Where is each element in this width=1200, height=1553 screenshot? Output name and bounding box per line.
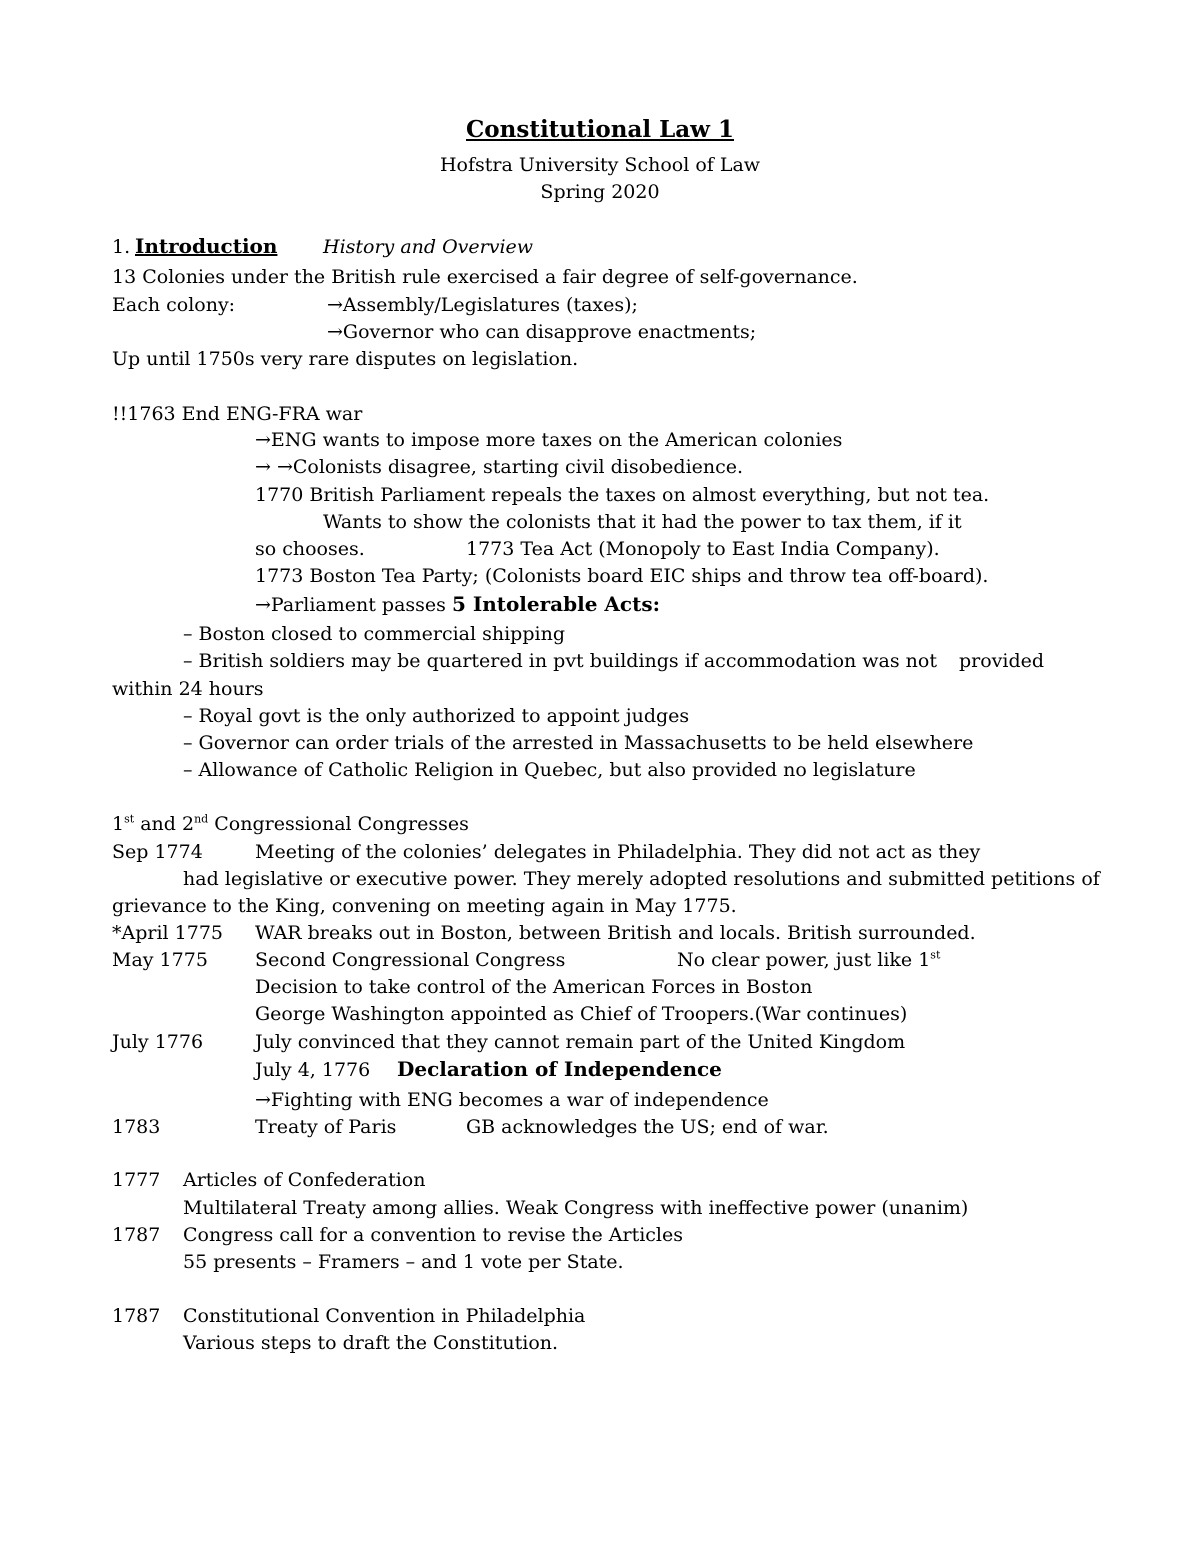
congress-heading-and: and 2 <box>134 813 195 835</box>
timeline-text: George Washington appointed as Chief of Troopers.(War continues) <box>255 1003 908 1025</box>
document-title: Constitutional Law 1 <box>466 116 734 143</box>
section-subheading: History and Overview <box>323 236 534 258</box>
war-line-1: !!1763 End ENG-FRA war <box>112 403 363 425</box>
school-name: Hofstra University School of Law <box>439 154 761 176</box>
congress-heading-nd: nd <box>194 812 209 826</box>
timeline-text: had legislative or executive power. They merely adopted resolutions and submitted petitions of <box>183 868 1100 890</box>
timeline-text: →Fighting with ENG becomes a war of independence <box>255 1089 769 1111</box>
congress-heading-1: 1 <box>112 813 125 835</box>
timeline-text: Various steps to draft the Constitution. <box>183 1332 559 1354</box>
war-line-8-text: →Parliament passes <box>255 594 452 616</box>
section-number: 1. <box>112 236 131 258</box>
timeline-text-note <box>677 948 940 972</box>
war-line-5: Wants to show the colonists that it had the power to tax them, if it <box>323 511 962 533</box>
act-item: – Boston closed to commercial shipping <box>183 623 565 645</box>
timeline-date: May 1775 <box>112 949 208 971</box>
timeline-date: July 1776 <box>112 1031 204 1053</box>
timeline-date: Sep 1774 <box>112 841 203 863</box>
timeline-text: Multilateral Treaty among allies. Weak Congress with ineffective power (unanim) <box>183 1197 969 1219</box>
act-item-provided: provided <box>959 650 1045 672</box>
intro-line-2-label: Each colony: <box>112 294 236 316</box>
act-item: – Royal govt is the only authorized to appoint judges <box>183 705 690 727</box>
congress-heading-st: st <box>124 812 135 826</box>
timeline-date: *April 1775 <box>112 922 224 944</box>
timeline-text: Decision to take control of the American Forces in Boston <box>255 976 813 998</box>
intro-line-3: →Governor who can disapprove enactments; <box>327 321 757 343</box>
war-line-4: 1770 British Parliament repeals the taxes on almost everything, but not tea. <box>255 484 990 506</box>
war-line-6a: so chooses. <box>255 538 365 560</box>
act-item: – British soldiers may be quartered in pvt buildings if accommodation was not <box>183 650 937 672</box>
timeline-text: Meeting of the colonies’ delegates in Philadelphia. They did not act as they <box>255 841 981 863</box>
timeline-date: 1787 <box>112 1224 161 1246</box>
term: Spring 2020 <box>540 181 660 203</box>
intolerable-acts-heading: 5 Intolerable Acts: <box>451 592 660 616</box>
intro-line-4: Up until 1750s very rare disputes on legislation. <box>112 348 579 370</box>
timeline-text: WAR breaks out in Boston, between British and locals. British surrounded. <box>255 922 976 944</box>
timeline-text: July 4, 1776 <box>255 1059 371 1081</box>
act-item: – Governor can order trials of the arrested in Massachusetts to be held elsewhere <box>183 732 974 754</box>
war-line-7: 1773 Boston Tea Party; (Colonists board EIC ships and throw tea off-board). <box>255 565 989 587</box>
act-item: – Allowance of Catholic Religion in Quebec, but also provided no legislature <box>183 759 916 781</box>
timeline-text: Constitutional Convention in Philadelphia <box>183 1305 586 1327</box>
timeline-text: Congress call for a convention to revise the Articles <box>183 1224 683 1246</box>
act-item-continuation: within 24 hours <box>112 678 264 700</box>
timeline-note-sup: st <box>930 948 941 962</box>
war-line-2: →ENG wants to impose more taxes on the American colonies <box>255 429 843 451</box>
timeline-date: 1777 <box>112 1169 161 1191</box>
timeline-text: grievance to the King, convening on meeting again in May 1775. <box>112 895 737 917</box>
timeline-date: 1787 <box>112 1305 161 1327</box>
timeline-text: 55 presents – Framers – and 1 vote per State. <box>183 1251 624 1273</box>
timeline-text: Second Congressional Congress <box>255 949 566 971</box>
timeline-text: Treaty of Paris <box>255 1116 397 1138</box>
section-heading: Introduction <box>135 234 278 258</box>
timeline-text: July convinced that they cannot remain part of the United Kingdom <box>255 1031 906 1053</box>
timeline-text: Articles of Confederation <box>183 1169 426 1191</box>
timeline-note-text: No clear power, just like 1 <box>677 949 931 971</box>
congress-heading <box>112 812 469 836</box>
timeline-date: 1783 <box>112 1116 161 1138</box>
intro-line-2-text: →Assembly/Legislatures (taxes); <box>327 294 638 316</box>
congress-heading-rest: Congressional Congresses <box>208 813 469 835</box>
war-line-8 <box>255 592 660 617</box>
declaration-heading: Declaration of Independence <box>397 1057 722 1081</box>
war-line-6b: 1773 Tea Act (Monopoly to East India Company). <box>466 538 940 560</box>
intro-line-1: 13 Colonies under the British rule exercised a fair degree of self-governance. <box>112 266 858 288</box>
war-line-3: → →Colonists disagree, starting civil disobedience. <box>255 456 744 478</box>
timeline-text: GB acknowledges the US; end of war. <box>466 1116 829 1138</box>
